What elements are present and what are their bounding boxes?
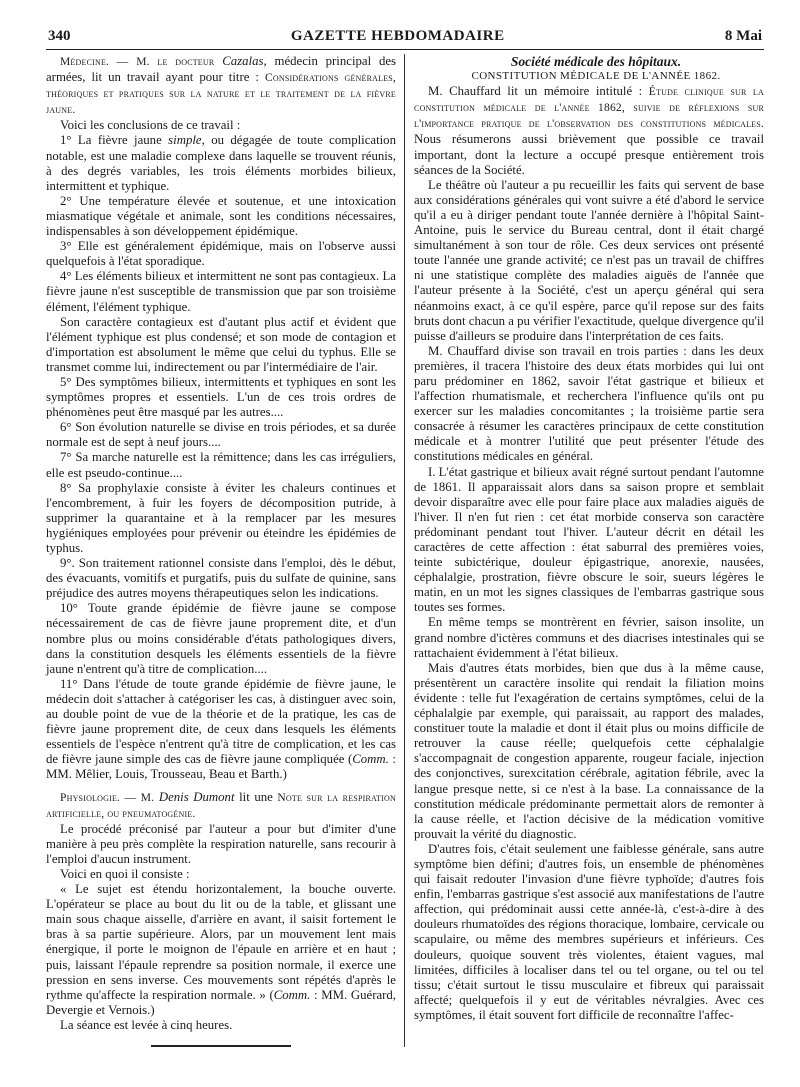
section-label-medecine: Médecine. — M. le docteur [60,56,215,68]
etat-gastrique-paragraph: I. L'état gastrique et bilieux avait régné surtout pendant l'automne de 1861. Il apparaissait alors dans sa saison propre et semblait devoir disparaître avec elle pour faire place aux maladies aiguës de l'hiver. Il n'en fut rien : cet état morbide conserva son caractère prédominant pendant tout l'hiver. L'auteur décrit en détail les caractères de cette affection : état saburral des premières voies, teinte subictérique, douleur épigastrique, anorexie, nausées, céphalalgie, prostration, fièvre obscure le soir, sueurs légères le matin, en un mot les signes classiques de l'embarras gastrique sous toutes ses formes. [414,464,764,615]
physio-intro: lit une [234,789,273,804]
conclusion-6: 6° Son évolution naturelle se divise en trois périodes, et sa durée normale est de sept à neuf jours.... [46,420,396,450]
author-name-chauffard: M. Chauffard [428,84,501,99]
autres-fois-paragraph: D'autres fois, c'était seulement une faiblesse générale, sans autre symptôme bien défini; d'autres fois, un ensemble de phénomènes qui faisait redouter l'invasion d'une fièvre typhoïde; d'autres fois enfin, l'embarras gastrique s'est associé aux manifestations de l'autre affection, qui prédominait aussi cette année-là, c'est-à-dire à des douleurs rhumatoïdes des régions thoracique, lombaire, cervicale ou scapulaire, ou même des membres supérieurs et inférieurs. Ces douleurs, quoique souvent très violentes, étaient vagues, mal limitées, difficiles à localiser dans tel ou tel organe, ou tel ou tel tissu; c'était surtout le tissu musculaire et fibreux qui paraissait affecté; quelquefois il y eut de véritables névralgies. Avec ces symptômes, il était souvent fort difficile de reconnaître l'affec- [414,841,764,1022]
conclusion-8: 8° Sa prophylaxie consiste à éviter les chaleurs continues et l'encombrement, à fuir les foyers de décomposition putride, à supprimer la quarantaine et à la remplacer par les mesures hygiéniques employées pour prévenir ou éteindre les épidémies de typhus. [46,480,396,555]
two-column-body [46,54,764,1047]
author-name-dumont: Denis Dumont [158,789,235,804]
conclusion-4-cont: Son caractère contagieux est d'autant plus actif et évident que l'élément typhique est plus condensé; et son mode de contagion et d'importation est absolument le même que celui du typhus. Elle se transmet comme lui, indirectement ou par l'intermédiaire de l'air. [46,314,396,374]
conclusion-4: 4° Les éléments bilieux et intermittent ne sont pas contagieux. La fièvre jaune n'est susceptible de transmission que par son troisième élément, l'élément typhique. [46,269,396,314]
conclusion-10: 10° Toute grande épidémie de fièvre jaune se compose nécessairement de cas de fièvre jaune proprement dite, et d'un nombre plus ou moins considérable d'états pathologiques divers, dans la constitution desquels les éléments essentiels de la fièvre jaune n'entrent qu'à titre de complication.... [46,601,396,676]
conclusions-intro: Voici les conclusions de ce travail : [60,118,241,133]
journal-title: GAZETTE HEBDOMADAIRE [290,28,505,44]
conclusion-11-end: : MM. Mêlier, Louis, Trousseau, Beau et Barth.) [46,752,396,782]
conclusion-11-text: 11° Dans l'étude de toute grande épidémie de fièvre jaune, le médecin doit s'attacher à catégoriser les cas, à distinguer avec soin, au double point de vue de la théorie et de la pratique, les cas de fièvre jaune proprement dite, de ceux dans lesquels les éléments essentiels de l'espèce n'entrent qu'à titre de complication, et les cas de fièvre jaune simple des cas de fièvre jaune compliquée ( [46,676,396,767]
author-name-cazalas: Cazalas [222,54,264,68]
conclusion-1-start: 1° La fièvre jaune [60,133,162,148]
running-header [46,28,764,50]
issue-date: 8 Mai [724,28,762,44]
conclusion-9: 9°. Son traitement rationnel consiste dans l'emploi, dès le début, des évacuants, vomitifs et purgatifs, puis du sulfate de quinine, sans préjudice des autres moyens thérapeutiques selon les indications. [46,556,396,601]
quote-paragraph [46,882,396,1018]
work-title-fievre-jaune: Considérations générales, théoriques et pratiques sur la nature et le traitement de la fièvre jaune. [46,72,397,117]
society-title: Société médicale des hôpitaux. [510,54,682,69]
left-column [46,54,404,1047]
conclusion-11-comm: Comm. [352,752,389,767]
conclusion-11 [46,677,396,783]
seance-closing: La séance est levée à cinq heures. [60,1017,233,1032]
medecine-paragraph [46,54,396,118]
conclusion-1 [46,133,396,193]
chauffard-lit: lit un mémoire intitulé : [500,84,643,99]
quote-comm: Comm. [273,987,311,1002]
theatre-paragraph: Le théâtre où l'auteur a pu recueillir les faits qui servent de base aux considérations générales qui vont suivre a été d'abord le service qu'il a eu à diriger pendant toute l'année dernière à l'hôpital Saint-Antoine, puis le service du Bureau central, dont il était chargé simultanément à son tour de rôle. Ces deux services ont présenté toute l'année une grande activité; ce n'est pas un travail de chiffres ni une statistique complète des maladies aiguës de l'année que l'auteur présente à la Société, c'est un aperçu général qui sera néanmoins exact, à ce qu'il espère, parce qu'il repose sur des faits bruts dont chacun a pu vérifier l'exactitude, quelque divergence qu'il puisse d'ailleurs se produire dans l'interprétation de ces faits. [414,177,764,343]
chauffard-intro [414,84,764,178]
work-title-respiration: Note sur la respiration artificielle, ou pneumatogénie. [46,791,396,820]
chauffard-summary: Nous résumerons aussi brièvement que possible ce travail important, dont la lecture a occupé presque entièrement trois séances de la Société. [414,132,764,177]
conclusion-5: 5° Des symptômes bilieux, intermittents et typhiques en sont les symptômes propres et essentiels. L'un de ces trois ordres de phénomènes peut être masqué par les autres.... [46,374,396,420]
conclusion-1-simple: simple [168,133,202,148]
quote-text: « Le sujet est étendu horizontalement, la bouche ouverte. L'opérateur se place au bout du lit ou de la table, et glissant une main sous chaque aisselle, d'arrière en avant, il saisit fortement le bras à sa partie supérieure. Alors, par un mouvement lent mais énergique, il porte le moignon de l'épaule en arrière et en haut ; puis, laissant l'épaule reprendre sa position normale, il exerce une pression en sens inverse. Ces mouvements sont répétés d'après le rythme qu'affecte la respiration normale. » ( [46,882,396,1002]
right-column [404,54,764,1047]
memoir-title: Étude clinique sur la constitution médicale de l'année 1862, suivie de réflexions sur l'importance pratique de l'observation des constitutions médicales. [414,86,764,131]
conclusion-1-rest: , ou dégagée de toute complication notable, est une maladie complexe dans laquelle se trouvent réunis, à des degrés variables, les trois éléments morbides bilieux, intermittent et typhique. [46,133,396,193]
etats-morbides-paragraph: Mais d'autres états morbides, bien que dus à la même cause, présentèrent un caractère insolite qui rendait la filiation moins évidente : telle fut l'exagération de certains symptômes, celui de la céphalalgie par exemple, qui paraissait, au rapport des malades, constituer toute la maladie et dont il était plus ou moins difficile de retrouver la cause réelle; quelquefois cette céphalalgie s'accompagnait de congestion apparente, rougeur faciale, injection des conjonctives, surexcitation cérébrale, agitation fébrile, avec la langue presque nette, si ce n'est à la base. La connaissance de la constitution médicale prédominante permettait alors de remonter à la cause réelle, et l'action décisive de la médication vomitive prouvait la vérité du diagnostic. [414,660,764,841]
society-subtitle: CONSTITUTION MÉDICALE DE L'ANNÉE 1862. [471,70,721,83]
page-number: 340 [48,28,71,44]
division-paragraph: M. Chauffard divise son travail en trois parties : dans les deux premières, il tracera l'histoire des deux états morbides qui lui ont paru prédominer en 1862, savoir l'état gastrique et bilieux et l'affection rhumatismale, et recherchera l'influence qu'ils ont pu exercer sur les maladies concomitantes ; la troisième partie sera consacrée à résumer les caractères principaux de cette constitution médicale et à montrer l'utilité que peut présenter l'étude des constitutions médicales en général. [414,343,764,464]
voici-paragraph: Voici en quoi il consiste : [60,866,190,881]
spacer [46,783,396,790]
quote-comm-end: : MM. Guérard, Devergie et Vernois.) [46,987,397,1017]
closing-rule [151,1045,291,1047]
section-label-physiologie: Physiologie. — M. [60,791,155,804]
procede-paragraph: Le procédé préconisé par l'auteur a pour but d'imiter d'une manière à peu près complète la respiration naturelle, sans recourir à l'emploi d'aucun instrument. [46,821,396,866]
physiologie-paragraph [46,790,396,822]
conclusion-3: 3° Elle est généralement épidémique, mais on l'observe aussi quelquefois à l'état sporadique. [46,239,396,269]
medecine-intro: , médecin principal des armées, lit un travail ayant pour titre : [46,54,397,85]
fevrier-paragraph: En même temps se montrèrent en février, saison insolite, un grand nombre d'ictères communs et des diacrises intestinales qui se rattachaient évidemment à l'état bilieux. [414,615,764,660]
conclusion-2: 2° Une température élevée et soutenue, et une intoxication miasmatique végétale et animale, sont les conditions nécessaires, indispensables à son développement épidémique. [46,193,396,239]
conclusion-7: 7° Sa marche naturelle est la rémittence; dans les cas irréguliers, elle est pseudo-continue.... [46,450,396,480]
